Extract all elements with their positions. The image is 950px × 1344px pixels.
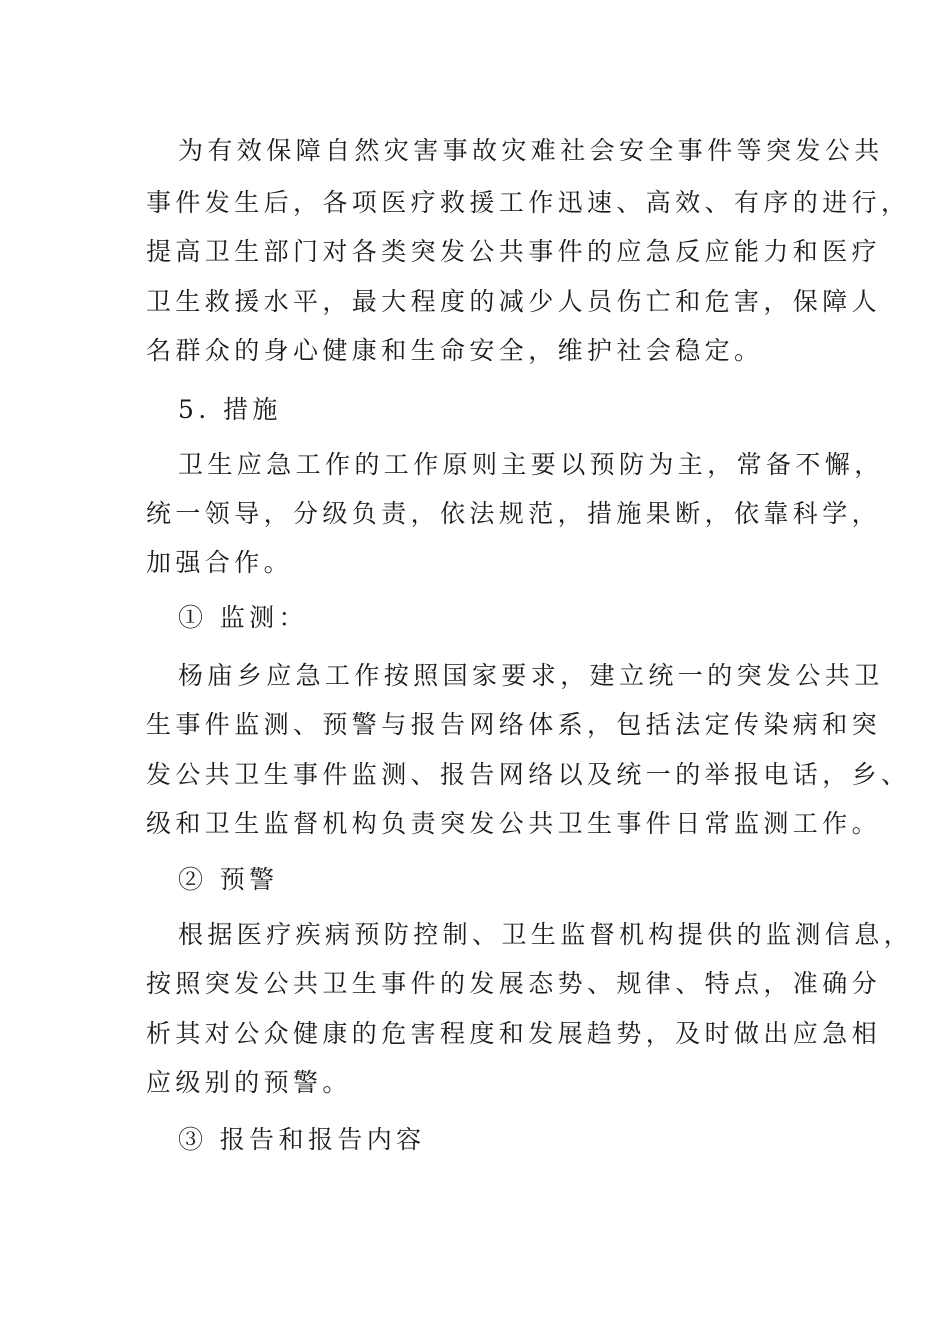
paragraph-warning-line-4: 应级别的预警。 — [146, 1068, 352, 1097]
paragraph-monitoring-line-3: 发公共卫生事件监测、报告网络以及统一的举报电话，乡、 — [146, 760, 911, 789]
paragraph-principles-line-1: 卫生应急工作的工作原则主要以预防为主，常备不懈， — [178, 450, 884, 479]
paragraph-purpose-line-1: 为有效保障自然灾害事故灾难社会安全事件等突发公共 — [178, 136, 884, 165]
section-heading-measures: 5. 措施 — [178, 395, 282, 424]
paragraph-warning-line-3: 析其对公众健康的危害程度和发展趋势，及时做出应急相 — [146, 1019, 882, 1048]
paragraph-monitoring-line-4: 级和卫生监督机构负责突发公共卫生事件日常监测工作。 — [146, 809, 882, 838]
paragraph-purpose-line-4: 卫生救援水平，最大程度的减少人员伤亡和危害，保障人 — [146, 287, 882, 316]
paragraph-principles-line-2: 统一领导，分级负责，依法规范，措施果断，依靠科学， — [146, 499, 882, 528]
subheading-monitoring: ① 监测： — [178, 603, 308, 632]
paragraph-principles-line-3: 加强合作。 — [146, 548, 294, 577]
subheading-warning: ② 预警 — [178, 865, 279, 894]
paragraph-warning-line-2: 按照突发公共卫生事件的发展态势、规律、特点，准确分 — [146, 969, 882, 998]
paragraph-purpose-line-3: 提高卫生部门对各类突发公共事件的应急反应能力和医疗 — [146, 237, 882, 266]
paragraph-warning-line-1: 根据医疗疾病预防控制、卫生监督机构提供的监测信息， — [178, 920, 914, 949]
subheading-report: ③ 报告和报告内容 — [178, 1125, 426, 1154]
paragraph-monitoring-line-2: 生事件监测、预警与报告网络体系，包括法定传染病和突 — [146, 710, 882, 739]
paragraph-monitoring-line-1: 杨庙乡应急工作按照国家要求，建立统一的突发公共卫 — [178, 661, 884, 690]
paragraph-purpose-line-2: 事件发生后，各项医疗救援工作迅速、高效、有序的进行， — [146, 188, 911, 217]
paragraph-purpose-line-5: 名群众的身心健康和生命安全，维护社会稳定。 — [146, 336, 764, 365]
